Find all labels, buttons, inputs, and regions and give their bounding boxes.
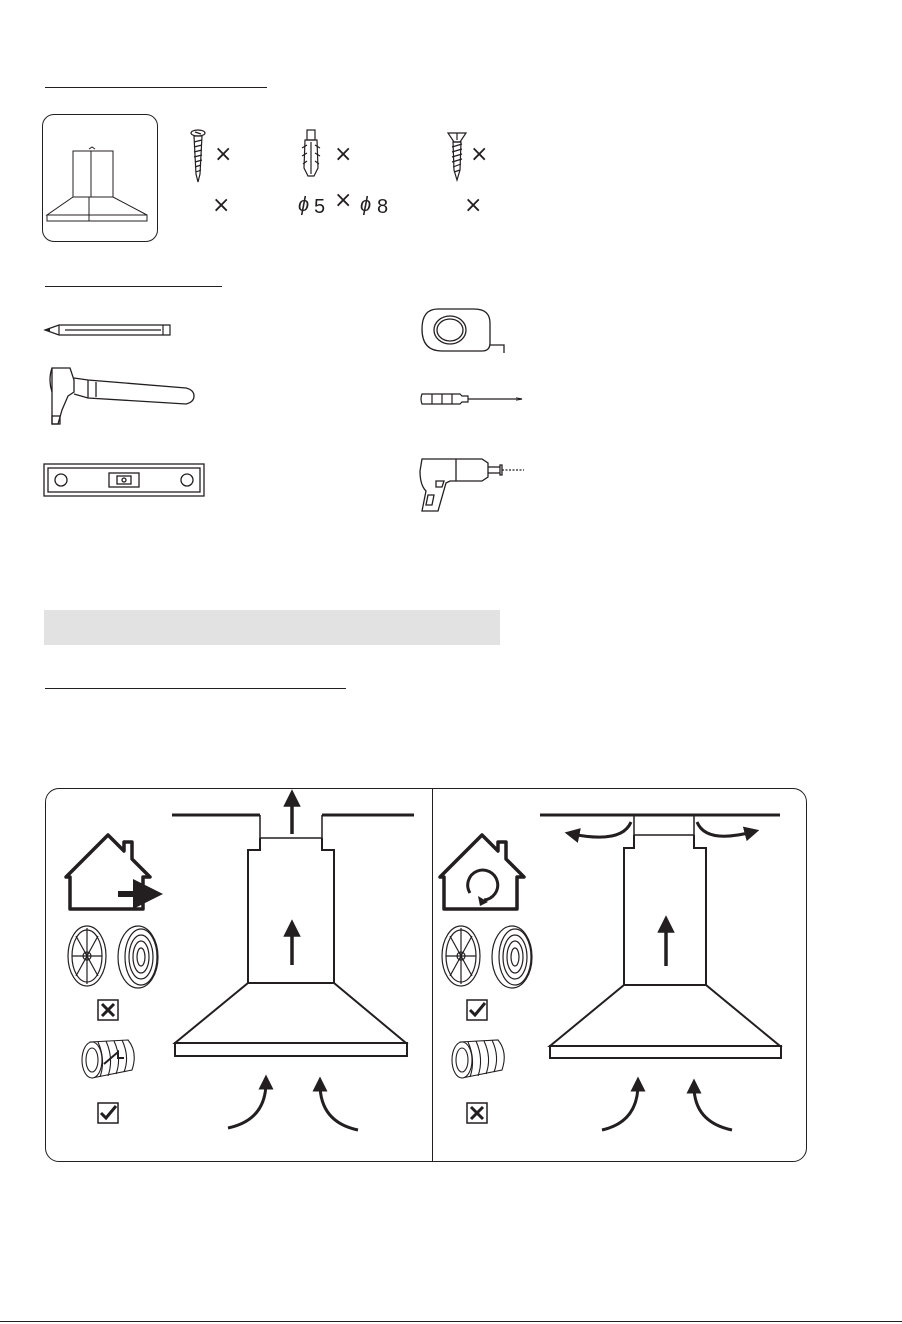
drill-diameter-value: 5 bbox=[314, 196, 326, 218]
hammer-icon bbox=[48, 366, 198, 430]
extraction-duct-yes-icon bbox=[98, 1103, 118, 1123]
recirculation-duct-no-icon bbox=[467, 1103, 487, 1123]
section-heading-rule bbox=[45, 87, 267, 88]
hood-kit-box bbox=[42, 114, 158, 242]
tools-heading-rule bbox=[45, 286, 222, 287]
screwdriver-icon bbox=[420, 389, 526, 409]
section-heading-bar bbox=[44, 610, 500, 645]
pencil-icon bbox=[45, 323, 175, 337]
countersunk-screw-icon bbox=[446, 130, 468, 182]
wall-plug-size-sign: × bbox=[334, 188, 353, 213]
wood-screw-quantity-sign: × bbox=[214, 142, 233, 167]
operation-heading-rule bbox=[45, 688, 346, 689]
page-bottom-rule bbox=[0, 1321, 902, 1322]
chimney-hood-icon bbox=[43, 115, 157, 241]
recirculation-charcoal-yes-icon bbox=[467, 1000, 487, 1020]
house-recirculation-icon bbox=[440, 835, 524, 909]
operation-modes-drawing bbox=[0, 788, 902, 1188]
house-arrow-out-icon bbox=[66, 835, 150, 909]
recirculation-duct-hose-icon bbox=[452, 1040, 504, 1078]
extraction-duct-hose-icon bbox=[82, 1040, 134, 1078]
drill-icon bbox=[416, 455, 526, 515]
countersunk-screw-size-sign: × bbox=[464, 193, 483, 218]
extraction-charcoal-no-icon bbox=[98, 1000, 118, 1020]
plug-diameter-symbol: ϕ bbox=[360, 194, 372, 216]
countersunk-screw-quantity-sign: × bbox=[470, 142, 489, 167]
drill-diameter-symbol: ϕ bbox=[298, 194, 310, 216]
wood-screw-icon bbox=[188, 128, 208, 184]
wood-screw-size-sign: × bbox=[212, 193, 231, 218]
wall-plug-icon bbox=[298, 128, 324, 184]
tape-measure-icon bbox=[420, 305, 510, 355]
extraction-mode bbox=[172, 798, 414, 1130]
wall-plug-quantity-sign: × bbox=[334, 142, 353, 167]
plug-diameter-value: 8 bbox=[377, 196, 389, 218]
spirit-level-icon bbox=[43, 463, 205, 497]
recirculation-mode bbox=[540, 815, 781, 1130]
